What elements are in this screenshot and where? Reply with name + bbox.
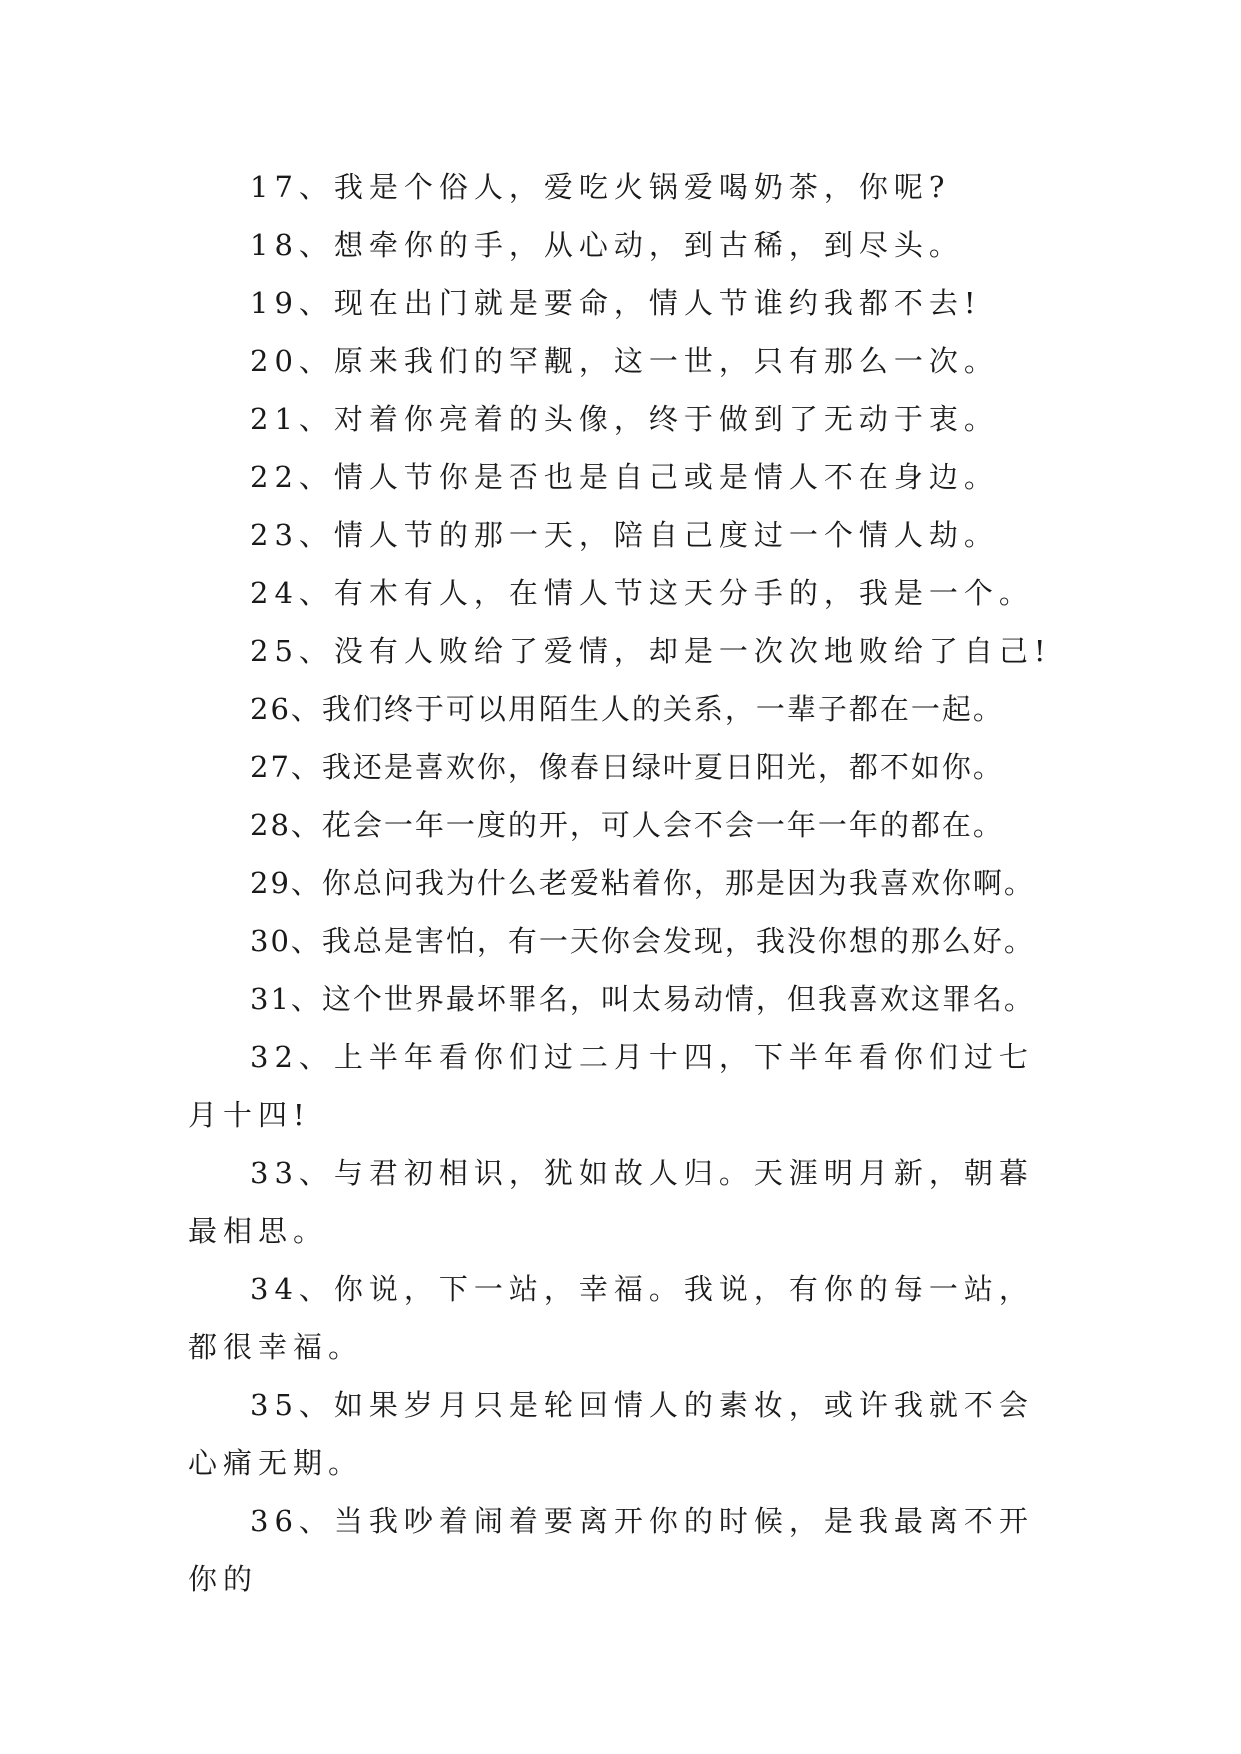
list-item: 27、我还是喜欢你，像春日绿叶夏日阳光，都不如你。 xyxy=(250,750,1004,784)
list-item: 22、情人节你是否也是自己或是情人不在身边。 xyxy=(250,460,999,494)
list-item: 33、与君初相识，犹如故人归。天涯明月新，朝暮最相思。 xyxy=(188,1156,1034,1248)
list-item: 30、我总是害怕，有一天你会发现，我没你想的那么好。 xyxy=(250,924,1035,958)
list-item: 28、花会一年一度的开，可人会不会一年一年的都在。 xyxy=(250,808,1004,842)
list-item: 19、现在出门就是要命，情人节谁约我都不去! xyxy=(250,286,982,320)
list-item: 35、如果岁月只是轮回情人的素妆，或许我就不会心痛无期。 xyxy=(188,1388,1034,1480)
list-item: 36、当我吵着闹着要离开你的时候，是我最离不开你的 xyxy=(188,1504,1034,1596)
document-body xyxy=(188,158,1058,1608)
list-item: 20、原来我们的罕觏，这一世，只有那么一次。 xyxy=(250,344,999,378)
list-item: 21、对着你亮着的头像，终于做到了无动于衷。 xyxy=(250,402,999,436)
list-item: 18、想牵你的手，从心动，到古稀，到尽头。 xyxy=(250,228,964,262)
list-item: 29、你总问我为什么老爱粘着你，那是因为我喜欢你啊。 xyxy=(250,866,1035,900)
list-item: 17、我是个俗人，爱吃火锅爱喝奶茶，你呢? xyxy=(250,170,951,204)
list-item: 24、有木有人，在情人节这天分手的，我是一个。 xyxy=(250,576,1034,610)
list-item: 26、我们终于可以用陌生人的关系，一辈子都在一起。 xyxy=(250,692,1004,726)
list-item: 34、你说，下一站，幸福。我说，有你的每一站，都很幸福。 xyxy=(188,1272,1034,1364)
list-item: 32、上半年看你们过二月十四，下半年看你们过七月十四! xyxy=(188,1040,1034,1132)
list-item: 23、情人节的那一天，陪自己度过一个情人劫。 xyxy=(250,518,999,552)
list-item: 25、没有人败给了爱情，却是一次次地败给了自己! xyxy=(250,634,1052,668)
list-item: 31、这个世界最坏罪名，叫太易动情，但我喜欢这罪名。 xyxy=(250,982,1035,1016)
